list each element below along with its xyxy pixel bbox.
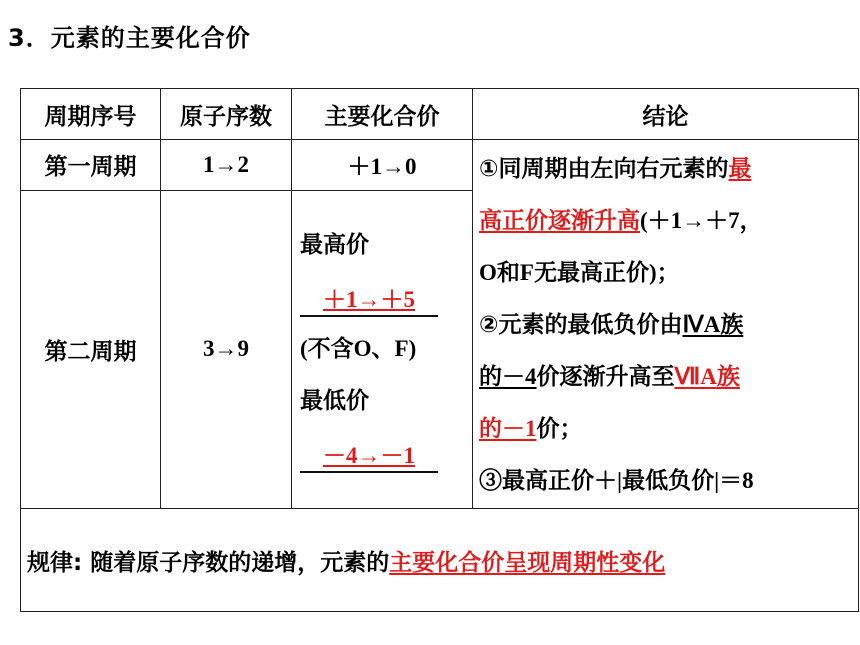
answer-minus-1: 的－1 xyxy=(479,416,537,441)
conclusion-line-4: ②元素的最低负价由ⅣA族 xyxy=(479,312,744,338)
lowest-label: 最低价 xyxy=(300,388,369,415)
atomic-range-2: 3→9 xyxy=(161,190,292,508)
header-atomic-number: 原子序数 xyxy=(161,89,292,140)
row-period-1 xyxy=(21,140,859,191)
highest-label: 最高价 xyxy=(300,232,369,259)
conclusion-line-3: O和F无最高正价)； xyxy=(479,260,680,285)
answer-highest-rises-1: 最 xyxy=(728,156,752,182)
conclusion-line-5: 的－4价逐渐升高至ⅦA族 xyxy=(479,364,740,390)
header-conclusion: 结论 xyxy=(473,89,859,140)
highest-blank xyxy=(300,271,472,323)
atomic-range-1: 1→2 xyxy=(161,140,292,191)
highest-value: ＋1→＋5 xyxy=(323,287,415,313)
conclusion-line-6: 的－1价； xyxy=(479,416,583,442)
header-row xyxy=(21,89,859,140)
lowest-value: －4→－1 xyxy=(323,443,415,469)
section-title: 3．元素的主要化合价 xyxy=(8,24,251,52)
valence-cell-2 xyxy=(292,190,473,508)
header-period: 周期序号 xyxy=(21,89,161,140)
conclusion-line-2: 高正价逐渐升高(＋1→＋7， xyxy=(479,208,763,234)
rule-label: 规律: xyxy=(27,549,83,576)
conclusion-cell xyxy=(473,140,859,509)
conclusion-line-7: ③最高正价＋|最低负价|＝8 xyxy=(479,468,754,493)
conclusion-line-1: ①同周期由左向右元素的最 xyxy=(479,156,752,182)
rule-text: 随着原子序数的递增，元素的 xyxy=(90,549,390,576)
rule-cell xyxy=(21,509,859,612)
rule-highlight: 主要化合价呈现周期性变化 xyxy=(389,549,666,576)
oxygen-fluorine-note: (不含O、F) xyxy=(300,336,417,362)
answer-highest-rises-2: 高正价逐渐升高 xyxy=(479,208,640,234)
period-2: 第二周期 xyxy=(21,190,161,508)
header-valence: 主要化合价 xyxy=(292,89,473,140)
valence-table xyxy=(20,88,859,612)
period-1: 第一周期 xyxy=(21,140,161,191)
answer-group-viia: ⅦA族 xyxy=(674,364,740,389)
valence-range-1: ＋1→0 xyxy=(292,140,473,191)
rule-row xyxy=(21,509,859,612)
lowest-blank xyxy=(300,427,472,479)
answer-group-iva: ⅣA族 xyxy=(682,312,744,337)
answer-minus-4: 的－4 xyxy=(479,364,537,389)
